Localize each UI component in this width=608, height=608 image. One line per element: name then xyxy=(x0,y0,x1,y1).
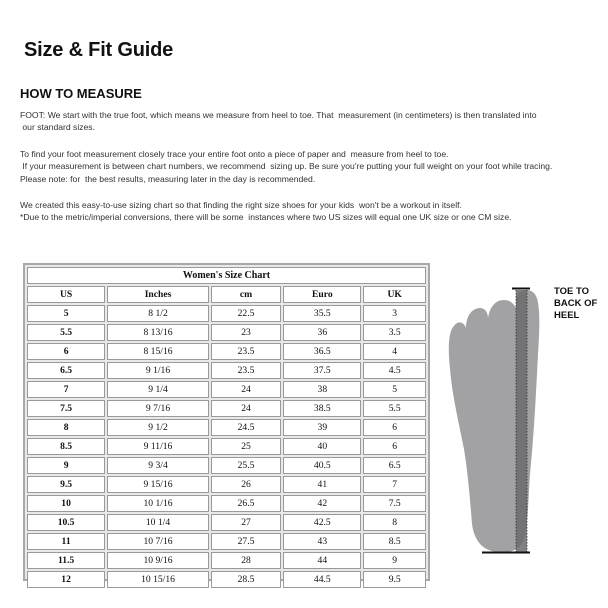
label-line-2: BACK OF xyxy=(554,298,598,309)
cell-cm: 26 xyxy=(211,476,281,493)
cell-inches: 10 15/16 xyxy=(107,571,209,588)
trace-line-3: Please note: for the best results, measuring later in the day is recommended. xyxy=(20,173,316,184)
column-header-cm: cm xyxy=(211,286,281,303)
cell-cm: 28 xyxy=(211,552,281,569)
cell-euro: 40 xyxy=(283,438,361,455)
cell-us: 5.5 xyxy=(27,324,105,341)
cell-uk: 5 xyxy=(363,381,426,398)
cell-uk: 4.5 xyxy=(363,362,426,379)
table-row xyxy=(27,476,426,493)
size-chart-caption: Women's Size Chart xyxy=(27,267,426,284)
size-chart-table xyxy=(25,265,428,590)
cell-us: 11.5 xyxy=(27,552,105,569)
table-row xyxy=(27,495,426,512)
foot-line-1: FOOT: We start with the true foot, which means we measure from heel to toe. That measurement (in centimeters) is then translated into xyxy=(20,110,537,120)
cell-inches: 9 1/16 xyxy=(107,362,209,379)
cell-euro: 37.5 xyxy=(283,362,361,379)
cell-euro: 42.5 xyxy=(283,514,361,531)
cell-inches: 9 11/16 xyxy=(107,438,209,455)
cell-uk: 3.5 xyxy=(363,324,426,341)
size-chart xyxy=(23,263,430,585)
cell-uk: 6 xyxy=(363,438,426,455)
cell-inches: 9 15/16 xyxy=(107,476,209,493)
cell-euro: 36 xyxy=(283,324,361,341)
cell-euro: 39 xyxy=(283,419,361,436)
trace-paragraph xyxy=(20,148,552,185)
cell-uk: 7 xyxy=(363,476,426,493)
cell-uk: 3 xyxy=(363,305,426,322)
cell-inches: 10 7/16 xyxy=(107,533,209,550)
cell-cm: 22.5 xyxy=(211,305,281,322)
cell-uk: 6 xyxy=(363,419,426,436)
cell-cm: 27.5 xyxy=(211,533,281,550)
cell-us: 10 xyxy=(27,495,105,512)
table-row xyxy=(27,343,426,360)
cell-cm: 24 xyxy=(211,400,281,417)
cell-us: 7.5 xyxy=(27,400,105,417)
cell-inches: 9 1/2 xyxy=(107,419,209,436)
foot-paragraph xyxy=(20,109,536,134)
header-row xyxy=(27,286,426,303)
cell-inches: 9 3/4 xyxy=(107,457,209,474)
table-row xyxy=(27,305,426,322)
table-row xyxy=(27,400,426,417)
cell-uk: 9 xyxy=(363,552,426,569)
cell-euro: 35.5 xyxy=(283,305,361,322)
cell-euro: 36.5 xyxy=(283,343,361,360)
column-header-uk: UK xyxy=(363,286,426,303)
cell-uk: 8 xyxy=(363,514,426,531)
cell-inches: 10 1/4 xyxy=(107,514,209,531)
cell-euro: 44.5 xyxy=(283,571,361,588)
chart-note-line-1: We created this easy-to-use sizing chart so that finding the right size shoes for your kids won't be a workout in itself. xyxy=(20,200,462,210)
cell-cm: 24 xyxy=(211,381,281,398)
foot-outline-icon xyxy=(444,284,556,556)
cell-inches: 9 7/16 xyxy=(107,400,209,417)
cell-inches: 10 9/16 xyxy=(107,552,209,569)
table-row xyxy=(27,438,426,455)
cell-cm: 26.5 xyxy=(211,495,281,512)
cell-cm: 23 xyxy=(211,324,281,341)
table-row xyxy=(27,571,426,588)
cell-us: 6 xyxy=(27,343,105,360)
cell-us: 5 xyxy=(27,305,105,322)
cell-inches: 8 1/2 xyxy=(107,305,209,322)
cell-uk: 6.5 xyxy=(363,457,426,474)
column-header-us: US xyxy=(27,286,105,303)
table-row xyxy=(27,552,426,569)
cell-us: 9 xyxy=(27,457,105,474)
cell-uk: 5.5 xyxy=(363,400,426,417)
table-row xyxy=(27,533,426,550)
cell-inches: 8 13/16 xyxy=(107,324,209,341)
cell-cm: 23.5 xyxy=(211,343,281,360)
cell-uk: 8.5 xyxy=(363,533,426,550)
cell-euro: 40.5 xyxy=(283,457,361,474)
measure-bar xyxy=(516,290,527,552)
cell-cm: 27 xyxy=(211,514,281,531)
cell-uk: 9.5 xyxy=(363,571,426,588)
column-header-euro: Euro xyxy=(283,286,361,303)
cell-inches: 10 1/16 xyxy=(107,495,209,512)
cell-us: 7 xyxy=(27,381,105,398)
cell-euro: 41 xyxy=(283,476,361,493)
trace-line-2: If your measurement is between chart numbers, we recommend sizing up. Be sure you're putting your full weight on your foot while tracing. xyxy=(20,161,553,172)
page-title: Size & Fit Guide xyxy=(24,39,174,61)
table-row xyxy=(27,381,426,398)
toe-to-heel-label xyxy=(554,286,608,322)
cell-uk: 7.5 xyxy=(363,495,426,512)
cell-us: 9.5 xyxy=(27,476,105,493)
cell-cm: 23.5 xyxy=(211,362,281,379)
foot-line-2: our standard sizes. xyxy=(20,122,95,133)
section-heading: HOW TO MEASURE xyxy=(20,86,142,101)
cell-euro: 42 xyxy=(283,495,361,512)
cell-cm: 24.5 xyxy=(211,419,281,436)
cell-us: 8 xyxy=(27,419,105,436)
cell-euro: 43 xyxy=(283,533,361,550)
cell-euro: 38 xyxy=(283,381,361,398)
cell-us: 11 xyxy=(27,533,105,550)
table-row xyxy=(27,362,426,379)
cell-uk: 4 xyxy=(363,343,426,360)
label-line-1: TOE TO xyxy=(554,286,590,297)
cell-inches: 8 15/16 xyxy=(107,343,209,360)
cell-cm: 25 xyxy=(211,438,281,455)
chart-note-paragraph xyxy=(20,199,511,224)
table-row xyxy=(27,457,426,474)
trace-line-1: To find your foot measurement closely trace your entire foot onto a piece of paper and measure from heel to toe. xyxy=(20,149,449,159)
cell-euro: 38.5 xyxy=(283,400,361,417)
cell-us: 10.5 xyxy=(27,514,105,531)
table-row xyxy=(27,514,426,531)
column-header-inches: Inches xyxy=(107,286,209,303)
cell-inches: 9 1/4 xyxy=(107,381,209,398)
table-row xyxy=(27,324,426,341)
cell-us: 8.5 xyxy=(27,438,105,455)
cell-us: 12 xyxy=(27,571,105,588)
cell-euro: 44 xyxy=(283,552,361,569)
chart-note-line-2: *Due to the metric/imperial conversions, there will be some instances where two US sizes will equal one UK size or one CM size. xyxy=(20,212,512,223)
table-row xyxy=(27,419,426,436)
cell-cm: 28.5 xyxy=(211,571,281,588)
cell-us: 6.5 xyxy=(27,362,105,379)
label-line-3: HEEL xyxy=(554,310,580,321)
cell-cm: 25.5 xyxy=(211,457,281,474)
